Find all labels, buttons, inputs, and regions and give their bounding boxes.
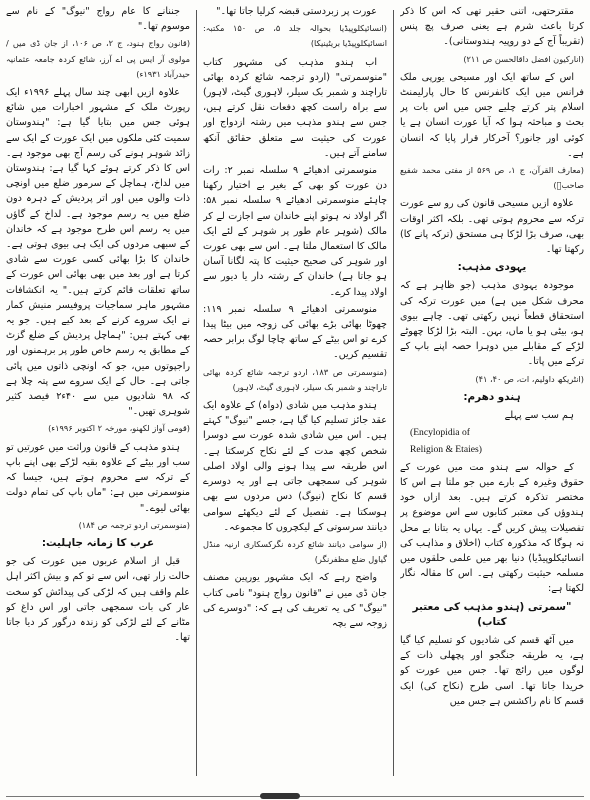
citation-note: (انسائیکلوپیڈیا بحوالہ جلد ۵، ص ۱۵۰ مکتبہ: انسائیکلوپیڈیا بریٹینیکا) xyxy=(203,23,387,49)
section-heading: "سمرتی (ہندو مذہب کی معتبر کتاب) xyxy=(412,600,572,628)
column-divider xyxy=(393,10,394,776)
citation-note: (انٹریکھ داولیم، ات، ص ۴۰، ۴۱) xyxy=(475,373,584,384)
paragraph: ہندو مذہب میں شادی (دواہ) کے علاوہ ایک عقد جائز تسلیم کیا گیا ہے، جسے "نیوگ" کہتے ہیں۔ اس میں شادی شدہ عورت سے دوسرا شخص کچھ مدت کے لئے نکاح کرسکتا ہے۔ اس طریقہ سے پیدا ہونے والی اولاد اصلی شوہر کی سمجھی جاتی ہے اور یہ دوسرے قسم کا نکاح (نیوگ) دس مردوں سے بھی ہوسکتا ہے۔ تفصیل کے لئے دیکھئے سوامی دیانند سرسوتی کے لیکچروں کا مجموعہ۔ xyxy=(203,400,387,533)
paragraph: اب ہندو مذہب کی مشہور کتاب "منوسمرتی" (اردو ترجمہ شائع کردہ بھائی تاراچند و شمبر بک سیلر، لاہوری گیٹ، لاہور) سے براہ راست کچھ دفعات نقل کرتے ہیں، جس سے ہندو مذہب میں رشتہ ازدواج اور عورت کی حیثیت سے متعلق حقائق آنکھ سامنے آتے ہیں۔ xyxy=(203,56,387,159)
latin-title-line: Religion & Etaies) xyxy=(410,444,482,456)
paragraph: منوسمرتی ادھیائے ۹ سلسلہ نمبر ۲: رات دن عورت کو بھی کے بغیر بے اختیار رکھنا چاہئے منوسمرتی ادھیائے ۹ سلسلہ نمبر ۵۸: اگر اولاد نہ ہوتو اپنے خاندان سے اجازت لے کر مالک (شوہر عام طور پر شوہر کے لئے ایک مالک کا استعمال ملتا ہے۔ اس سے بھی عورت اور شوہر کی صحیح حیثیت کا پتہ لگانا آسان ہو جاتا ہے) خاندان کے رشتہ دار یا دیور سے اولاد پیدا کرے۔ xyxy=(203,165,387,298)
section-heading: یہودی مذہب: xyxy=(457,261,527,274)
paragraph: میں آٹھ قسم کی شادیوں کو تسلیم کیا گیا ہے، یہ طریقہ جنگجو اور پچھلی ذات کے لوگوں میں رائج تھا۔ جس میں عورت کو خریدا جاتا تھا۔ اسی طرح (نکاح کی) ایک قسم کا نام راکشس ہے جس میں xyxy=(400,634,584,707)
column-middle xyxy=(203,4,387,790)
paragraph: موجودہ یہودی مذہب (جو ظاہر ہے کہ محرف شکل میں ہے) میں عورت ترکہ کی استحقاق قطعاً نہیں رکھتی تھی۔ چاہے بیوی ہو، بیٹی ہو یا ماں، بہن۔ البتہ بڑا لڑکا چھوٹے لڑکے کے مقابلے میں دوہرا حصہ اپنے باپ کے ترکے میں پاتا۔ xyxy=(400,280,584,368)
citation-note: (قانون رواج ہنود، ج ۲، ص ۱۰۶، از جان ڈی میں / مولوی آر ایس پی اے آرز، شائع کردہ جامعہ عثمانیہ حیدرآباد ۱۹۳۱ء) xyxy=(6,38,190,79)
column-left xyxy=(6,4,190,790)
latin-title-line: (Encylopidia of xyxy=(410,427,470,439)
paragraph: ہندو مذہب کے قانون وراثت میں عورتیں تو سب اور بیٹے کے علاوہ بقیہ لڑکے بھی اپنے باپ کے ترکہ سے محروم ہوتے ہیں، جیسا کہ منوسمرتی میں ہے: "ماں باپ کی تمام دولت بھائی لیوے۔" xyxy=(6,441,190,514)
citation-note: (انارکیون افضل داقالحسن ص ۲۱۱) xyxy=(463,53,584,64)
paragraph: اس کے ساتھ ایک اور مسیحی یورپی ملک فرانس میں ایک کانفرنس کا حال پارلیمنٹ اسلام پتر کرتے چلیے جس میں اس بات پر بحث و مباحثہ ہوا کہ آیا عورت انسان ہے یا کوئی اور جانور؟ آخرکار قرار پایا کہ انسان ہے۔ xyxy=(400,71,584,159)
paragraph: قبل از اسلام عربوں میں عورت کی جو حالت زار تھی، اس سے تو کم و بیش اکثر اہل علم واقف ہیں کہ لڑکی کی پیدائش کو سخت عار کی بات سمجھی جاتی اور اس داغ کو مٹانے کے لئے لڑکی کو زندہ درگور کر دیا جاتا تھا۔ xyxy=(6,556,190,644)
paragraph: عورت پر زبردستی قبضہ کرلیا جاتا تھا۔" xyxy=(216,6,377,17)
citation-note: (معارف القرآن، ج ۱، ص ۵۶۹ از مفتی محمد شفیع صاحبؒ) xyxy=(400,165,584,191)
page-footer xyxy=(0,790,590,800)
page-number-mark xyxy=(260,793,300,799)
paragraph: علاوہ ازیں ابھی چند سال پہلے ۱۹۹۶ء ایک رپورٹ ملک کے مشہور اخبارات میں شائع ہوئی جس میں بتایا گیا ہے: "ہندوستان سمیت کئی ملکوں میں ایک عورت کے ایک سے زائد شوہر ہونے کی رسم آج بھی موجود ہے۔ اس کا ذکر کرتے ہوئے کہا گیا ہے: ہندوستان میں لداخ، ہماچل کے سرمور ضلع میں اونچی ذات والوں میں اور اتر پردیش کے دہرہ دون ضلع میں یہ رسم موجود ہے۔ لداخ کے گاؤں میں یہ رسم اس طرح موجود ہے کہ خاندان کے سبھی مردوں کی ایک ہی بیوی ہوتی ہے۔ خاندان کا بڑا بھائی کسی عورت سے شادی کرتا ہے اور بعد میں بھی بھائی اس عورت کے ساتھ تعلقات قائم کرتے ہیں۔" یہ انکشافات مشہور ماہر سماجیات پروفیسر منیش کمار نے ایک سروے کرنے کے بعد کیے ہیں۔ جو یہ بھی کہتے ہیں: "ہماچل پردیش کے ضلع گزٹ کے مطابق یہ رسم خاص طور پر برہمنوں اور راجپوتوں میں، جو کہ اونچی ذاتوں میں پائی جاتی ہے۔ حال کے ایک سروے سے پتہ چلا ہے کہ ۹۸ شادیوں میں سے ۴۰ء۲ فیصد کثیر شوہری تھیں۔" xyxy=(6,87,190,418)
paragraph: مقترحتھی، اتنی حقیر تھی کہ اس کا ذکر کرتا باعث شرم ہے یعنی صرف پچ پنس (تقریباً آج کے دو روپیہ ہندوستانی)۔ xyxy=(400,6,584,48)
paragraph: منوسمرتی ادھیائے ۹ سلسلہ نمبر ۱۱۹: چھوٹا بھائی بڑے بھائی کی زوجہ میں بیٹا پیدا کرے تو اس بیٹے کے ساتھ چاچا لوگ برابر حصہ تقسیم کریں۔ xyxy=(203,303,387,361)
citation-note: (از سوامی دیانند شائع کردہ نگرکسکاری ارنیہ منڈل گیاول ضلع مظفرنگر) xyxy=(203,538,387,565)
paragraph: واضح رہے کہ ایک مشہور یورپین مصنف جان ڈی میں نے "قانون رواج ہنود" نامی کتاب "نیوگ" کی یہ تعریف کی ہے کہ: "دوسرے کی زوجہ سے بچہ xyxy=(203,572,387,629)
paragraph: جننانے کا عام رواج "نیوگ" کے نام سے موسوم تھا۔" xyxy=(6,6,190,33)
paragraph: ہم سب سے پہلے xyxy=(504,410,574,422)
citation-note: (منوسمرتی اردو ترجمہ ص ۱۸۴) xyxy=(78,519,190,530)
section-heading: ہندو دھرم: xyxy=(463,390,521,403)
column-right xyxy=(400,4,584,790)
column-divider xyxy=(196,10,197,776)
paragraph: علاوہ ازیں مسیحی قانون کی رو سے عورت ترکہ سے محروم ہوتی تھی۔ بلکہ اکثر اوقات بھی، صرف بڑا لڑکا ہی مستحق (ترکہ پانے کا) رکھتا تھا۔ xyxy=(400,198,584,256)
citation-note: (قومی آواز لکھنو، مورخہ ۲ اکتوبر ۱۹۹۶ء) xyxy=(48,423,190,434)
paragraph: کے حوالہ سے ہندو مت میں عورت کے حقوق وغیرہ کے بارے میں جو ملتا ہے اس کا مختصر تذکرہ کرتے ہیں۔ بعد ازاں خود ہندوؤں کی معتبر کتابوں سے اس موضوع پر تفصیلات پیش کریں گے۔ یہاں یہ بتانا بے محل نہ ہوگا کہ مذکورہ کتاب (اخلاق و مذاہب کی انسائیکلوپیڈیا) دنیا بھر میں علمی حلقوں میں مسلمہ حیثیت رکھتی ہے۔ اس کا مقالہ نگار لکھتا ہے: xyxy=(400,461,584,595)
section-heading: عرب کا زمانہ جاہلیت: xyxy=(41,536,155,549)
citation-note: (منوسمرتی ص ۱۸۳، اردو ترجمہ شائع کردہ بھائی تاراچند و شمبر بک سیلر، لاہوری گیٹ، لاہور) xyxy=(203,366,387,392)
